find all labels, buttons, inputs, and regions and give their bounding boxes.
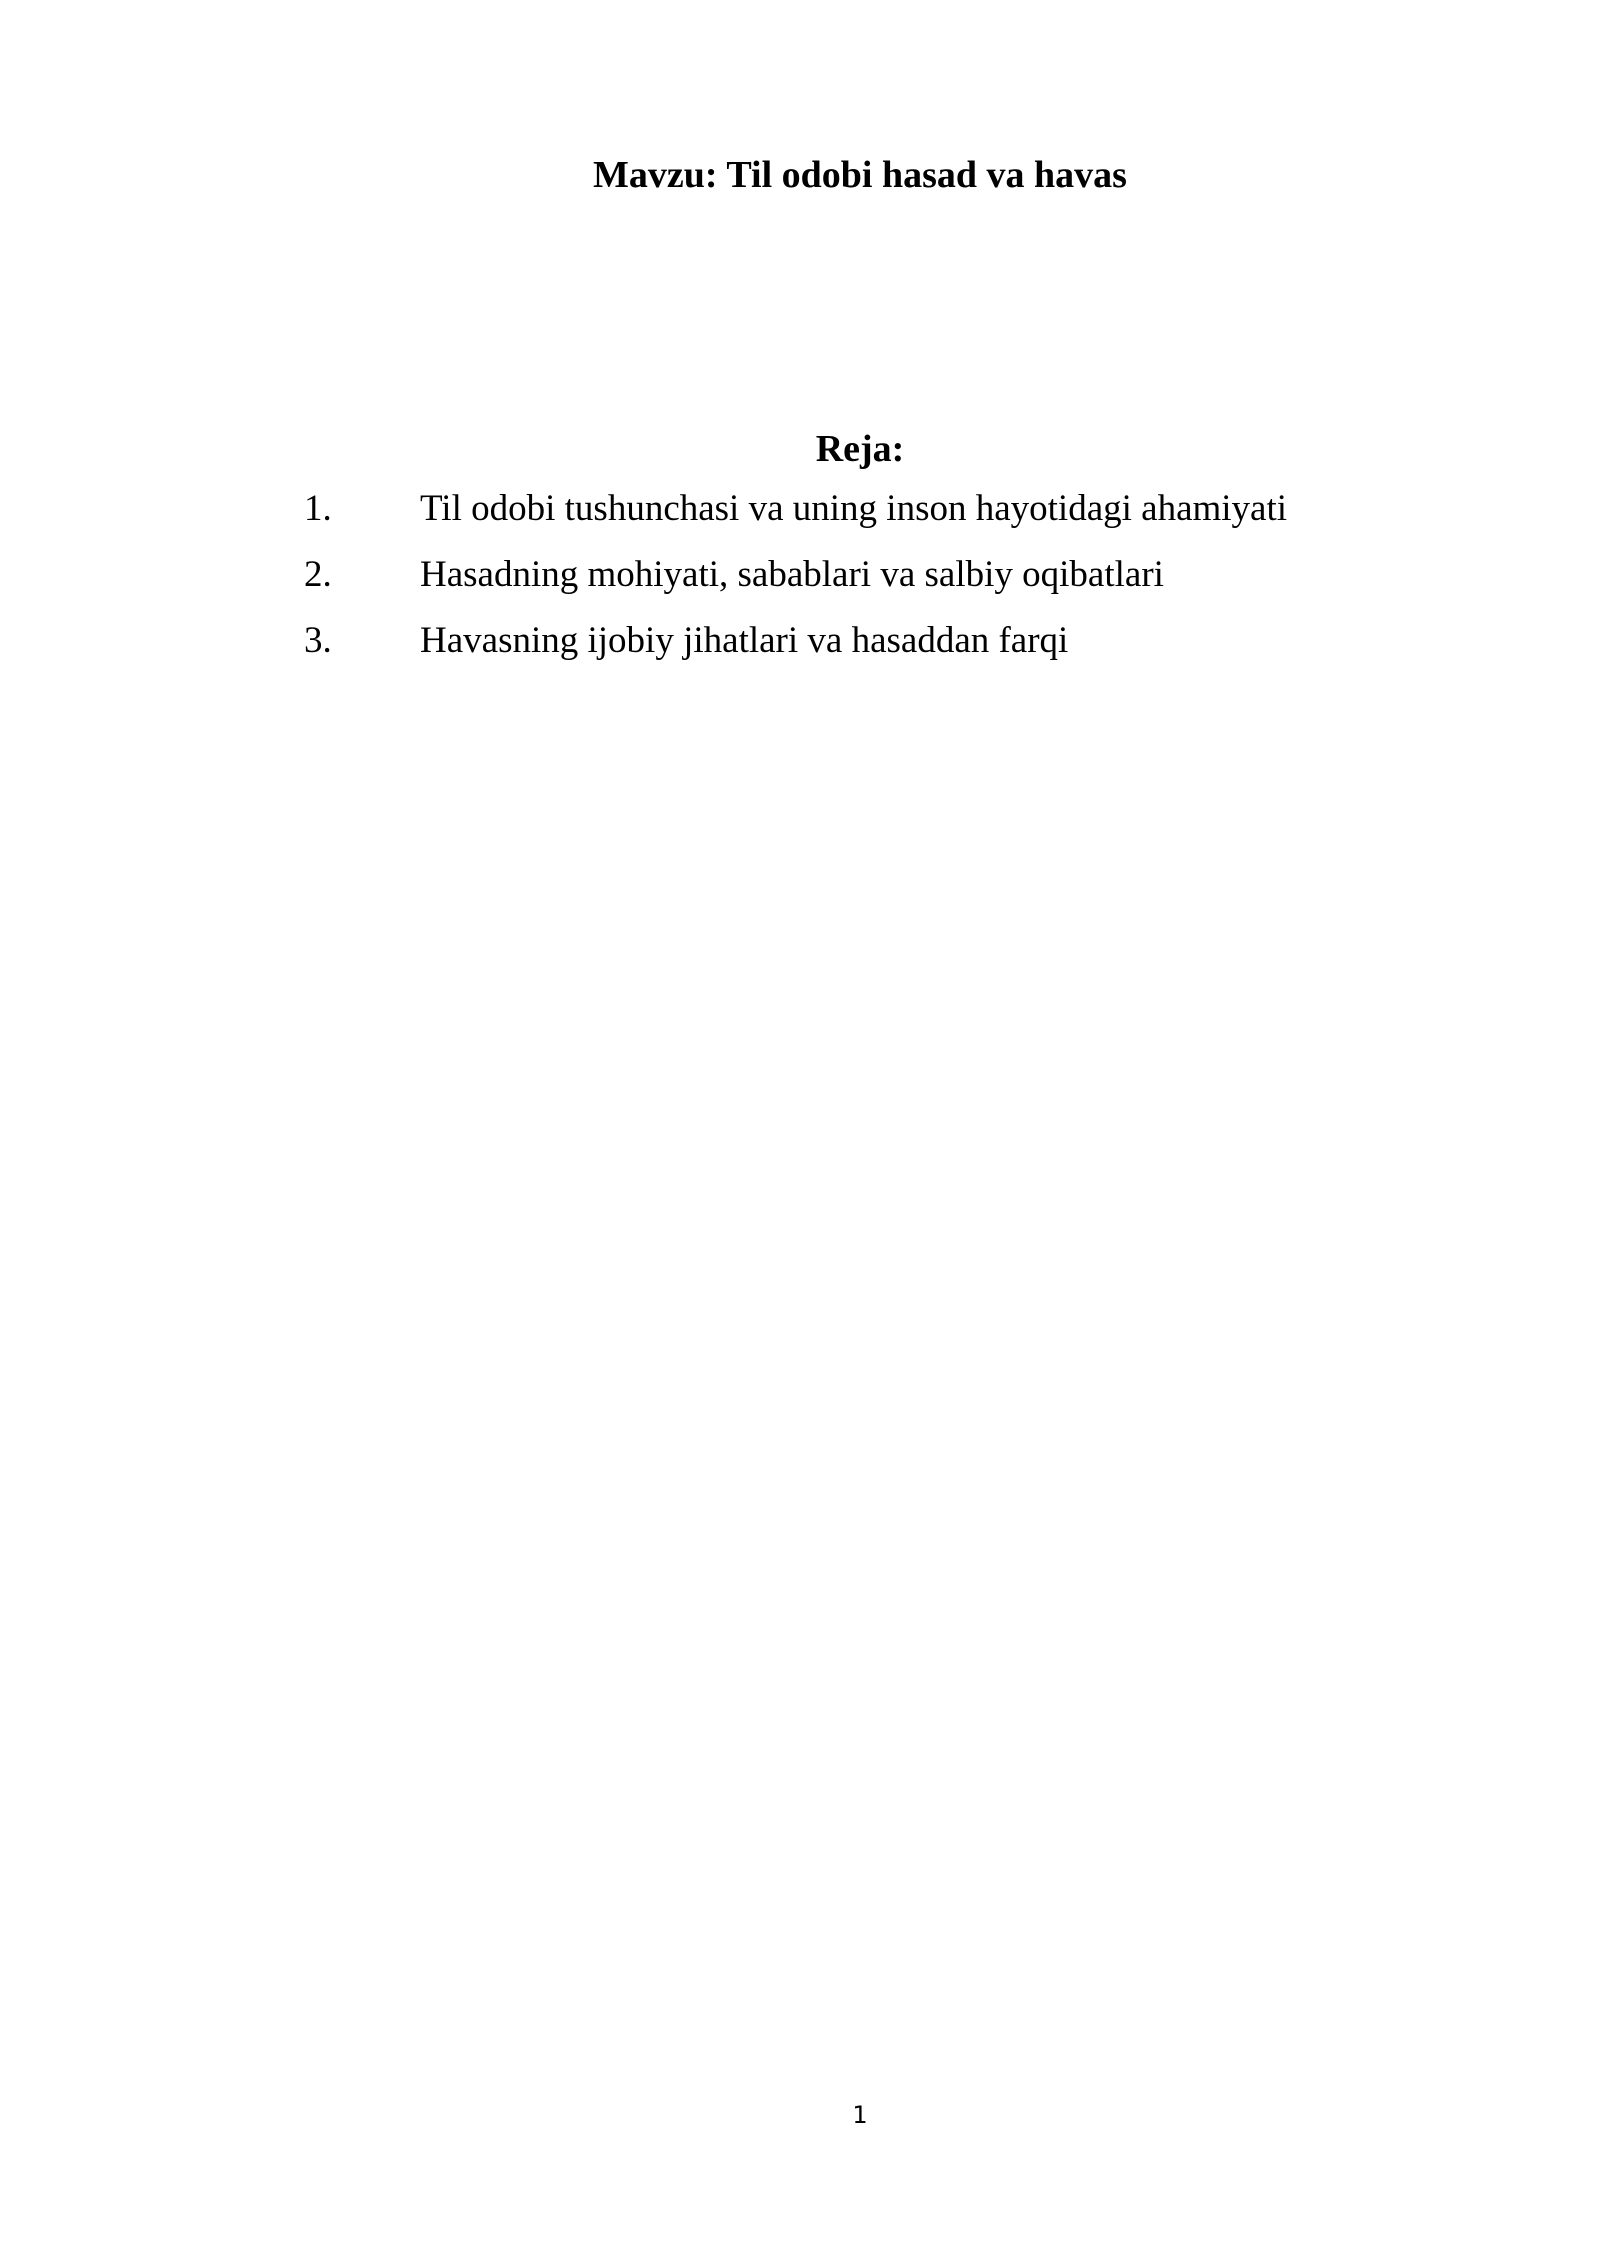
plan-item-number: 2. [304,554,332,595]
plan-item-number: 1. [304,488,332,529]
plan-item-text: Til odobi tushunchasi va uning inson hayotidagi ahamiyati [420,488,1288,529]
plan-item-text: Havasning ijobiy jihatlari va hasaddan farqi [420,620,1069,661]
plan-item-number: 3. [304,620,332,661]
plan-item [304,552,1404,618]
plan-list [304,486,1404,684]
plan-heading: Reja: [815,428,905,470]
plan-item [304,486,1404,552]
plan-item [304,618,1404,684]
page-number: 1 [852,2101,868,2129]
document-title: Mavzu: Til odobi hasad va havas [593,154,1127,196]
plan-item-text: Hasadning mohiyati, sabablari va salbiy oqibatlari [420,554,1164,595]
